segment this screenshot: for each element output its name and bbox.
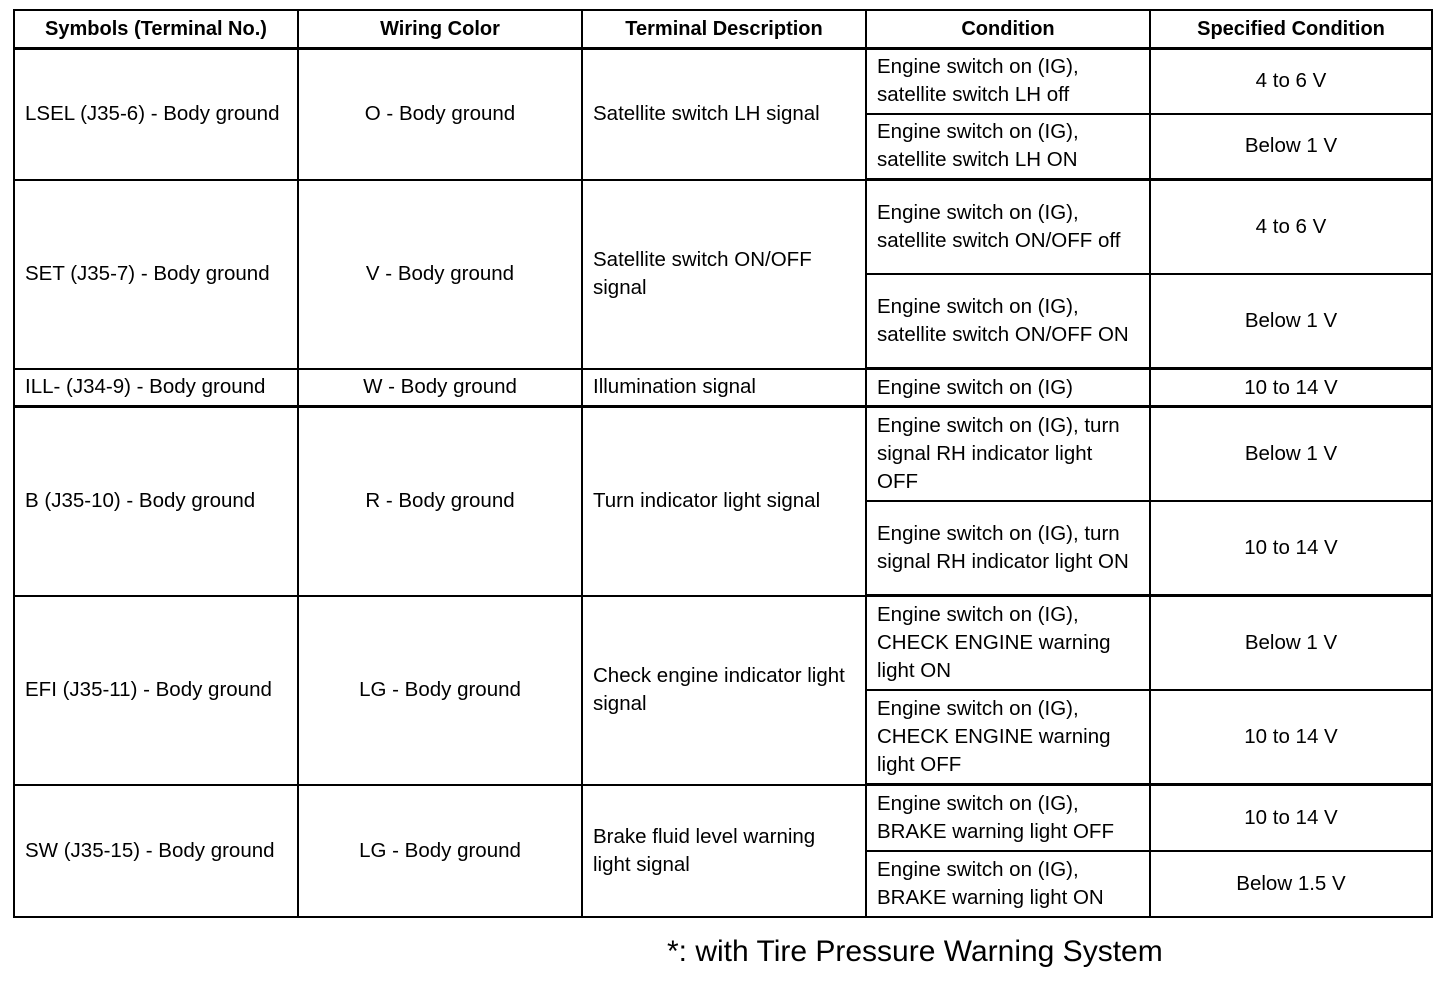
table-header-row xyxy=(14,10,1432,49)
table-row xyxy=(14,49,1432,114)
description-cell: Turn indicator light signal xyxy=(582,407,866,596)
description-cell: Check engine indicator light signal xyxy=(582,596,866,785)
header-condition: Condition xyxy=(866,10,1150,49)
condition-cell: Engine switch on (IG), CHECK ENGINE warning light OFF xyxy=(866,690,1150,785)
spec-cell: 10 to 14 V xyxy=(1150,501,1432,596)
symbol-cell: ILL- (J34-9) - Body ground xyxy=(14,369,298,407)
spec-cell: Below 1 V xyxy=(1150,114,1432,180)
wiring-cell: W - Body ground xyxy=(298,369,582,407)
spec-cell: 4 to 6 V xyxy=(1150,49,1432,114)
table-row xyxy=(14,407,1432,501)
spec-cell: Below 1.5 V xyxy=(1150,851,1432,917)
symbol-cell: SET (J35-7) - Body ground xyxy=(14,180,298,369)
symbol-cell: B (J35-10) - Body ground xyxy=(14,407,298,596)
table-row xyxy=(14,785,1432,851)
footnote: *: with Tire Pressure Warning System xyxy=(667,935,1163,968)
wiring-cell: R - Body ground xyxy=(298,407,582,596)
spec-cell: 10 to 14 V xyxy=(1150,785,1432,851)
symbol-cell: LSEL (J35-6) - Body ground xyxy=(14,49,298,180)
condition-cell: Engine switch on (IG), satellite switch LH ON xyxy=(866,114,1150,180)
condition-cell: Engine switch on (IG), BRAKE warning light OFF xyxy=(866,785,1150,851)
header-terminal-description: Terminal Description xyxy=(582,10,866,49)
wiring-cell: LG - Body ground xyxy=(298,785,582,917)
condition-cell: Engine switch on (IG), CHECK ENGINE warning light ON xyxy=(866,596,1150,690)
condition-cell: Engine switch on (IG), satellite switch LH off xyxy=(866,49,1150,114)
description-cell: Illumination signal xyxy=(582,369,866,407)
spec-cell: 10 to 14 V xyxy=(1150,690,1432,785)
terminal-spec-table xyxy=(13,9,1433,918)
description-cell: Brake fluid level warning light signal xyxy=(582,785,866,917)
header-specified-condition: Specified Condition xyxy=(1150,10,1432,49)
condition-cell: Engine switch on (IG), turn signal RH indicator light ON xyxy=(866,501,1150,596)
condition-cell: Engine switch on (IG) xyxy=(866,369,1150,407)
wiring-cell: O - Body ground xyxy=(298,49,582,180)
symbol-cell: SW (J35-15) - Body ground xyxy=(14,785,298,917)
condition-cell: Engine switch on (IG), BRAKE warning light ON xyxy=(866,851,1150,917)
spec-cell: 10 to 14 V xyxy=(1150,369,1432,407)
spec-cell: 4 to 6 V xyxy=(1150,180,1432,274)
header-wiring-color: Wiring Color xyxy=(298,10,582,49)
symbol-cell: EFI (J35-11) - Body ground xyxy=(14,596,298,785)
table-row xyxy=(14,596,1432,690)
condition-cell: Engine switch on (IG), satellite switch ON/OFF ON xyxy=(866,274,1150,369)
wiring-cell: LG - Body ground xyxy=(298,596,582,785)
condition-cell: Engine switch on (IG), turn signal RH indicator light OFF xyxy=(866,407,1150,501)
description-cell: Satellite switch LH signal xyxy=(582,49,866,180)
header-symbols: Symbols (Terminal No.) xyxy=(14,10,298,49)
description-cell: Satellite switch ON/OFF signal xyxy=(582,180,866,369)
wiring-cell: V - Body ground xyxy=(298,180,582,369)
condition-cell: Engine switch on (IG), satellite switch ON/OFF off xyxy=(866,180,1150,274)
table-row xyxy=(14,369,1432,407)
table-row xyxy=(14,180,1432,274)
spec-cell: Below 1 V xyxy=(1150,407,1432,501)
spec-cell: Below 1 V xyxy=(1150,596,1432,690)
spec-cell: Below 1 V xyxy=(1150,274,1432,369)
